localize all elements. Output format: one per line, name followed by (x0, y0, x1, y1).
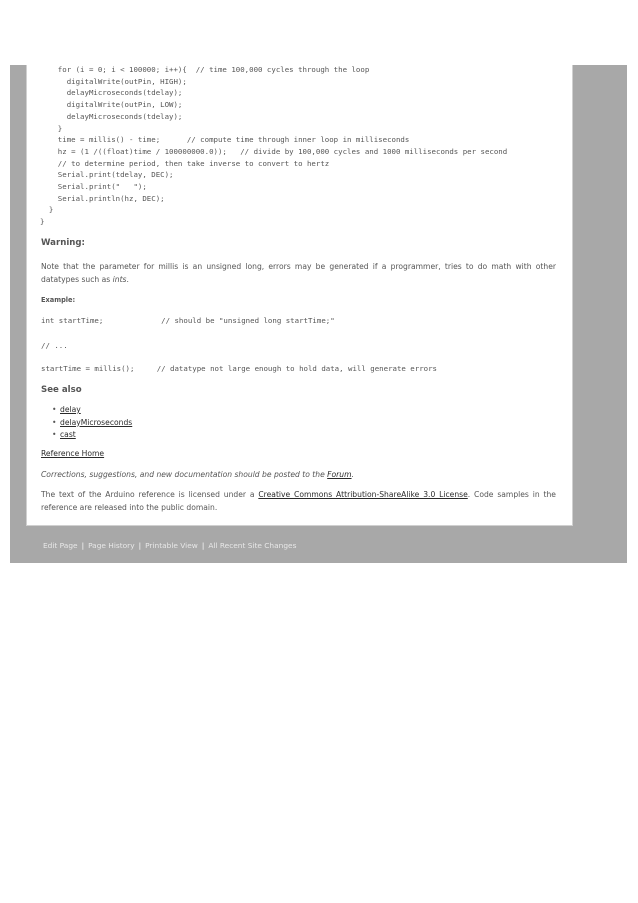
code-line: } (40, 123, 63, 133)
code-line: time = millis() - time; // compute time through inner loop in milliseconds (40, 135, 410, 145)
edit-page-link[interactable]: Edit Page (43, 541, 78, 550)
code-line: for (i = 0; i < 100000; i++){ // time 100,000 cycles through the loop (40, 65, 370, 74)
footer-separator: | (138, 541, 142, 550)
example-code-line-2: // ... (41, 341, 68, 350)
warning-text (41, 260, 556, 287)
page-history-link[interactable]: Page History (88, 541, 135, 550)
warning-text-emphasis: ints (112, 275, 127, 285)
warning-heading: Warning: (41, 238, 85, 248)
see-also-heading: See also (41, 385, 82, 395)
code-line: Serial.print(" "); (40, 182, 147, 192)
bullet-icon: • (52, 405, 57, 414)
license-link[interactable]: Creative Commons Attribution-ShareAlike 3.0 License (258, 490, 468, 499)
code-line: // to determine period, then take inverse to convert to hertz (40, 158, 330, 168)
corrections-note (41, 468, 556, 481)
code-line: } (40, 217, 45, 227)
see-also-link-delay[interactable]: delay (60, 405, 81, 414)
code-line: Serial.print(tdelay, DEC); (40, 170, 174, 180)
list-item (52, 404, 132, 417)
recent-changes-link[interactable]: All Recent Site Changes (208, 541, 297, 550)
corrections-text: Corrections, suggestions, and new documentation should be posted to the (41, 470, 328, 479)
see-also-list (52, 404, 133, 442)
code-sample (40, 64, 507, 228)
footer-separator: | (201, 541, 205, 550)
example-code-line-3: startTime = millis(); // datatype not large enough to hold data, will generate errors (41, 364, 438, 373)
reference-home-link[interactable]: Reference Home (41, 449, 105, 458)
license-text (41, 488, 556, 515)
code-line: delayMicroseconds(tdelay); (40, 111, 183, 121)
see-also-link-cast[interactable]: cast (60, 430, 76, 440)
footer-actions (43, 541, 296, 550)
code-line: digitalWrite(outPin, HIGH); (40, 76, 187, 86)
warning-text-body: Note that the parameter for millis is an unsigned long, errors may be generated if a programmer, tries to do math with other datatypes such as (41, 262, 556, 285)
see-also-link-delay-microseconds[interactable]: delayMicroseconds (60, 417, 133, 427)
corrections-end: . (351, 470, 354, 479)
printable-view-link[interactable]: Printable View (145, 541, 198, 550)
license-text-start: The text of the Arduino reference is licensed under a (41, 490, 259, 499)
example-label: Example: (41, 296, 76, 304)
code-line: digitalWrite(outPin, LOW); (40, 100, 183, 110)
list-item (52, 429, 132, 442)
footer-separator: | (81, 541, 85, 550)
warning-text-end: . (126, 275, 129, 285)
license-text-end: . Code samples in the reference are released into the public domain. (41, 490, 556, 513)
code-line: } (40, 205, 54, 215)
code-line: Serial.println(hz, DEC); (40, 193, 165, 203)
bullet-icon: • (52, 417, 57, 427)
code-line: delayMicroseconds(tdelay); (40, 88, 183, 98)
list-item (52, 417, 133, 430)
forum-link[interactable]: Forum (327, 470, 352, 479)
bullet-icon: • (52, 430, 57, 440)
code-line: hz = (1 /((float)time / 100000000.0)); // divide by 100,000 cycles and 1000 milliseconds per second (40, 146, 508, 156)
example-code-line-1: int startTime; // should be "unsigned long startTime;" (41, 316, 335, 325)
